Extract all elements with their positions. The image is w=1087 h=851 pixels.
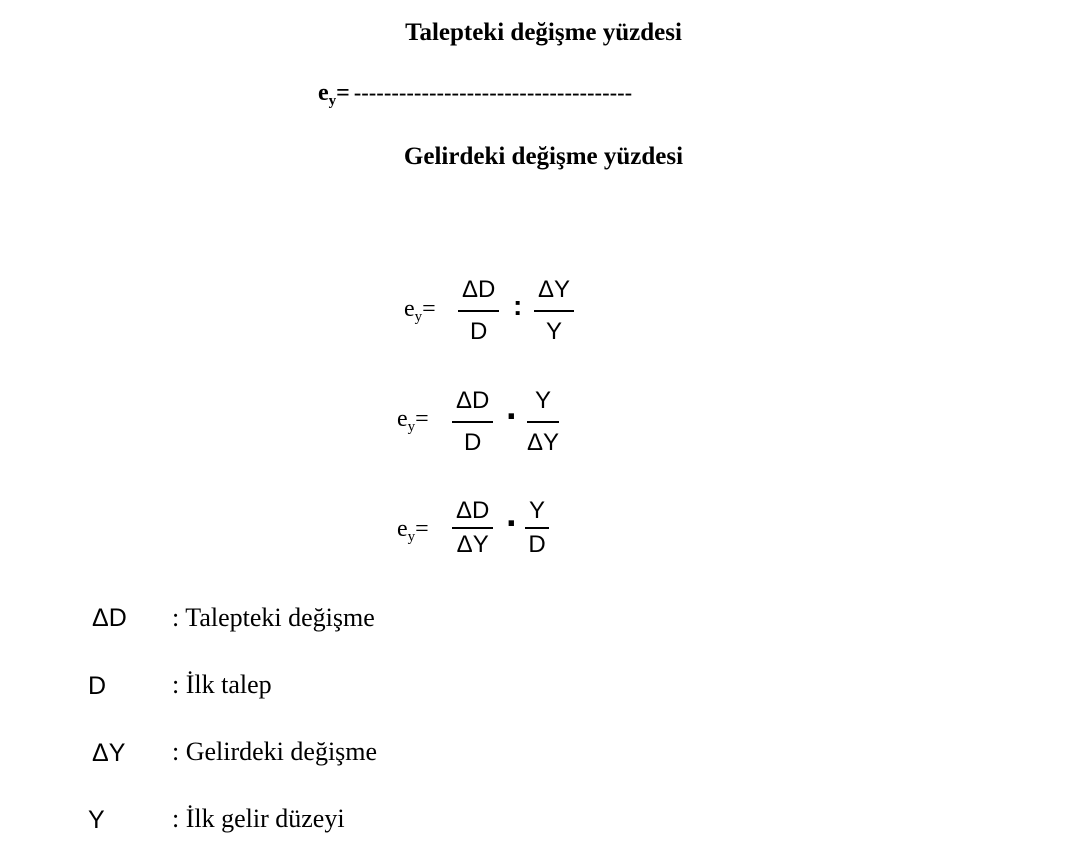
fraction-left: [452, 387, 493, 457]
numerator: ΔD: [462, 276, 496, 303]
denominator: D: [470, 317, 488, 345]
definition-denominator: Gelirdeki değişme yüzdesi: [403, 143, 684, 170]
elasticity-symbol: $e_y=$: [404, 296, 436, 325]
legend-description: : İlk talep: [172, 670, 272, 699]
legend-description: : Gelirdeki değişme: [172, 737, 378, 766]
definition-equation: [318, 80, 632, 110]
denominator: D: [528, 530, 546, 558]
divide-operator: :: [513, 290, 523, 321]
denominator: ΔY: [527, 428, 560, 456]
legend-description: : Talepteki değişme: [172, 603, 375, 632]
numerator: ΔY: [538, 276, 571, 303]
numerator: ΔD: [456, 387, 490, 414]
denominator: D: [464, 428, 482, 456]
fraction-right: [527, 387, 559, 457]
elasticity-symbol: $e_y=$: [397, 406, 429, 435]
fraction-right: [534, 276, 574, 346]
legend-symbol: Y: [88, 806, 105, 834]
fraction-right: [525, 497, 549, 559]
numerator: ΔD: [456, 497, 490, 524]
fraction-left: [452, 497, 493, 559]
legend-symbol: D: [88, 672, 107, 700]
denominator: ΔY: [456, 530, 489, 558]
elasticity-symbol: $e_y=$: [397, 516, 429, 545]
legend-symbol: ΔY: [92, 739, 126, 767]
numerator: Y: [535, 387, 552, 414]
multiply-operator: ·: [506, 503, 519, 545]
legend-symbol: ΔD: [92, 604, 127, 632]
denominator: Y: [546, 317, 563, 345]
elasticity-symbol: $e_y=$: [318, 80, 350, 109]
definition-numerator: Talepteki değişme yüzdesi: [405, 19, 682, 46]
fraction-left: [458, 276, 499, 346]
legend-description: : İlk gelir düzeyi: [172, 804, 345, 833]
multiply-operator: ·: [506, 396, 519, 438]
numerator: Y: [529, 497, 546, 524]
fraction-line: -------------------------------------: [353, 80, 633, 105]
